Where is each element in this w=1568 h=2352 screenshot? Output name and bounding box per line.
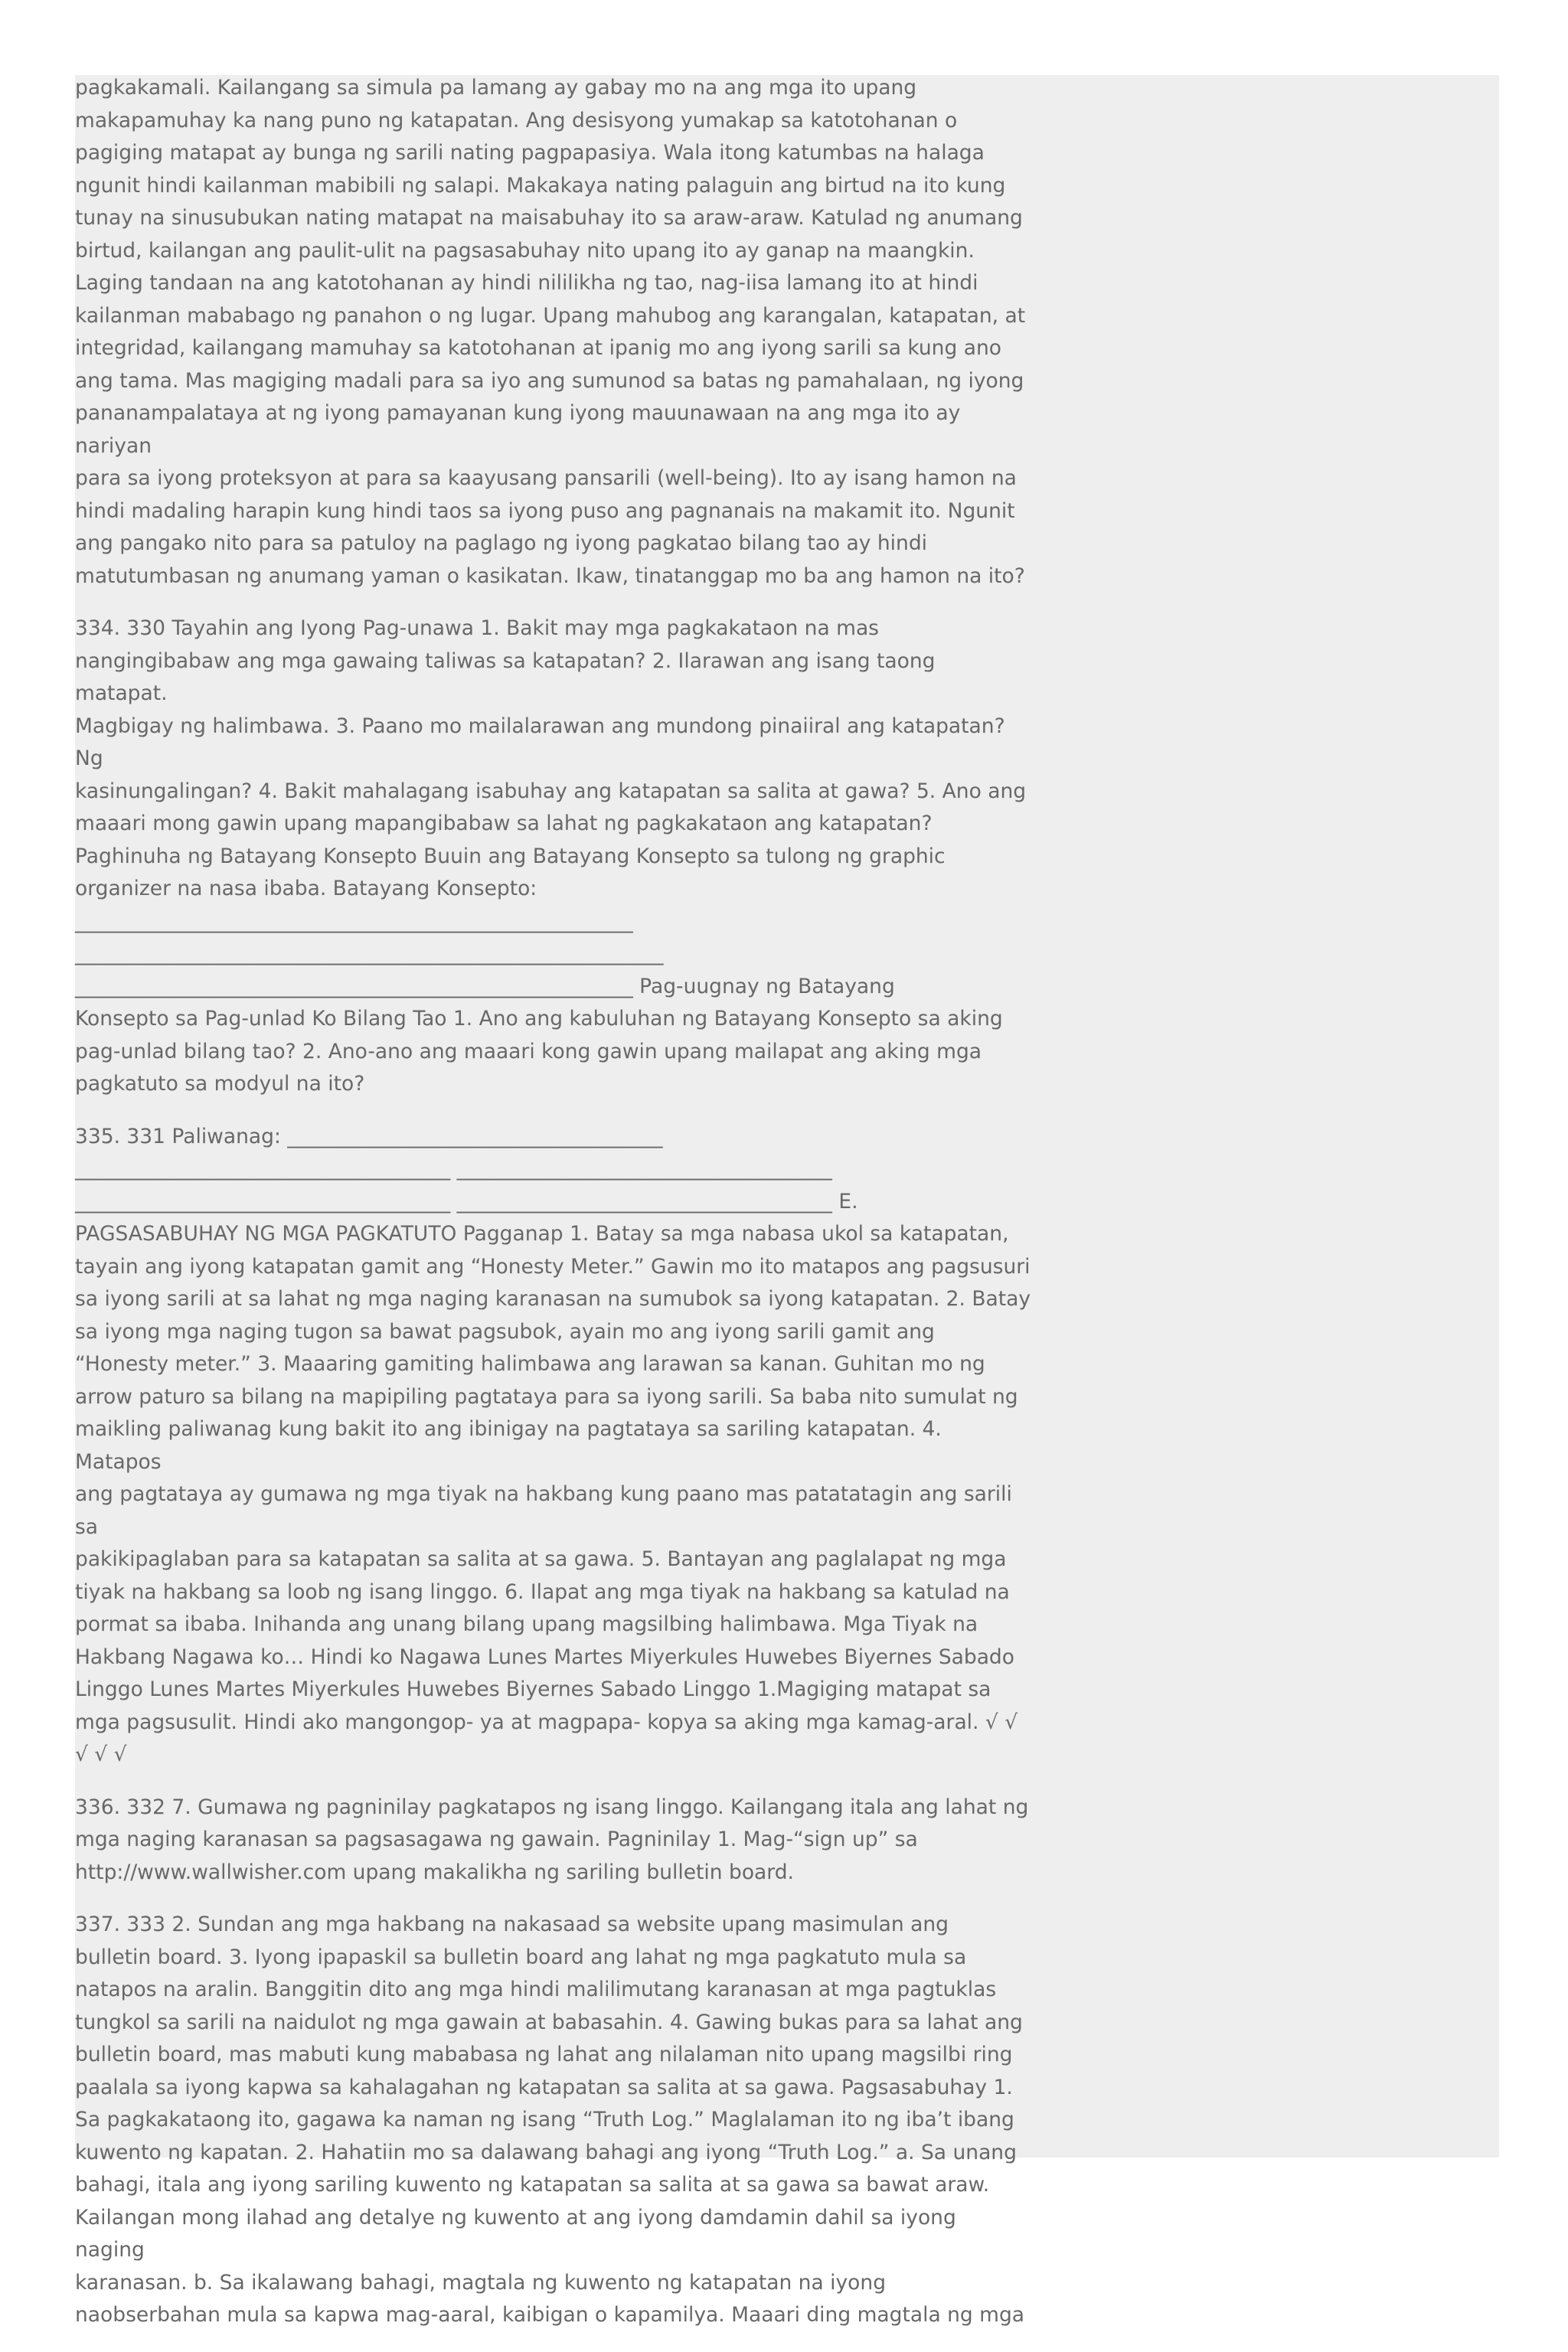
paragraph-page-335-application: 335. 331 Paliwanag: _____________________________________ _____________________________________ _____________________________________ _____________________________________ _____________________________________ E. PAGSASABUHAY NG MGA PAGKATUTO Pagganap 1. Batay sa mga nabasa ukol sa katapatan, tayain ang iyong katapatan gamit ang “Honesty Meter.” Gawin mo ito matapos ang pagsusuri sa iyong sarili at sa lahat ng mga naging karanasan na sumubok sa iyong katapatan. 2. Batay sa iyong mga naging tugon sa bawat pagsubok, ayain mo ang iyong sarili gamit ang “Honesty meter.” 3. Maaaring gamiting halimbawa ang larawan sa kanan. Guhitan mo ng arrow paturo sa bilang na mapipiling pagtataya para sa iyong sarili. Sa baba nito sumulat ng maikling paliwanag kung bakit ito ang ibinigay na pagtataya sa sariling katapatan. 4. Matapos ang pagtataya ay gumawa ng mga tiyak na hakbang kung paano mas patatatagin ang sarili sa pakikipaglaban para sa katapatan sa salita at sa gawa. 5. Bantayan ang paglalapat ng mga tiyak na hakbang sa loob ng isang linggo. 6. Ilapat ang mga tiyak na hakbang sa katulad na pormat sa ibaba. Inihanda ang unang bilang upang magsilbing halimbawa. Mga Tiyak na Hakbang Nagawa ko… Hindi ko Nagawa Lunes Martes Miyerkules Huwebes Biyernes Sabado Linggo Lunes Martes Miyerkules Huwebes Biyernes Sabado Linggo 1.Magiging matapat sa mga pagsusulit. Hindi ako mangongop- ya at magpapa- kopya sa aking mga kamag-aral. √ √ √ √ √ [75, 1124, 1031, 1766]
paragraph-page-336-reflection: 336. 332 7. Gumawa ng pagninilay pagkatapos ng isang linggo. Kailangang itala ang lahat ng mga naging karanasan sa pagsasagawa ng gawain. Pagninilay 1. Mag-“sign up” sa http://www.wallwisher.com upang makalikha ng sariling bulletin board. [75, 1795, 1029, 1884]
document-body [75, 72, 1032, 2352]
paragraph-page-334-assessment: 334. 330 Tayahin ang Iyong Pag-unawa 1. Bakit may mga pagkakataon na mas nangingibabaw ang mga gawaing taliwas sa katapatan? 2. Ilarawan ang isang taong matapat. Magbigay ng halimbawa. 3. Paano mo mailalarawan ang mundong pinaiiral ang katapatan? Ng kasinungalingan? 4. Bakit mahalagang isabuhay ang katapatan sa salita at gawa? 5. Ano ang maaari mong gawin upang mapangibabaw sa lahat ng pagkakataon ang katapatan? Paghinuha ng Batayang Konsepto Buuin ang Batayang Konsepto sa tulong ng graphic organizer na nasa ibaba. Batayang Konsepto: _______________________________________________________ __________________________________________________________ _______________________________________________________ Pag-uugnay ng Batayang Konsepto sa Pag-unlad Ko Bilang Tao 1. Ano ang kabuluhan ng Batayang Konsepto sa aking pag-unlad bilang tao? 2. Ano-ano ang maaari kong gawin upang mailapat ang aking mga pagkatuto sa modyul na ito? [75, 616, 1027, 1096]
paragraph-honesty-reflection: pagkakamali. Kailangang sa simula pa lamang ay gabay mo na ang mga ito upang makapamuhay ka nang puno ng katapatan. Ang desisyong yumakap sa katotohanan o pagiging matapat ay bunga ng sarili nating pagpapasiya. Wala itong katumbas na halaga ngunit hindi kailanman mabibili ng salapi. Makakaya nating palaguin ang birtud na ito kung tunay na sinusubukan nating matapat na maisabuhay ito sa araw-araw. Katulad ng anumang birtud, kailangan ang paulit-ulit na pagsasabuhay nito upang ito ay ganap na maangkin. Laging tandaan na ang katotohanan ay hindi nililikha ng tao, nag-iisa lamang ito at hindi kailanman mababago ng panahon o ng lugar. Upang mahubog ang karangalan, katapatan, at integridad, kailangang mamuhay sa katotohanan at ipanig mo ang iyong sarili sa kung ano ang tama. Mas magiging madali para sa iyo ang sumunod sa batas ng pamahalaan, ng iyong pananampalataya at ng iyong pamayanan kung iyong mauunawaan na ang mga ito ay nariyan para sa iyong proteksyon at para sa kaayusang pansarili (well-being). Ito ay isang hamon na hindi madaling harapin kung hindi taos sa iyong puso ang pagnanais na makamit ito. Ngunit ang pangako nito para sa patuloy na paglago ng iyong pagkatao bilang tao ay hindi matutumbasan ng anumang yaman o kasikatan. Ikaw, tinatanggap mo ba ang hamon na ito? [75, 76, 1026, 588]
paragraph-page-337-truth-log: 337. 333 2. Sundan ang mga hakbang na nakasaad sa website upang masimulan ang bulletin board. 3. Iyong ipapaskil sa bulletin board ang lahat ng mga pagkatuto mula sa natapos na aralin. Banggitin dito ang mga hindi malilimutang karanasan at mga pagtuklas tungkol sa sarili na naidulot ng mga gawain at babasahin. 4. Gawing bukas para sa lahat ang bulletin board, mas mabuti kung mababasa ng lahat ang nilalaman nito upang magsilbi ring paalala sa iyong kapwa sa kahalagahan ng katapatan sa salita at sa gawa. Pagsasabuhay 1. Sa pagkakataong ito, gagawa ka naman ng isang “Truth Log.” Maglalaman ito ng iba’t ibang kuwento ng kapatan. 2. Hahatiin mo sa dalawang bahagi ang iyong “Truth Log.” a. Sa unang bahagi, itala ang iyong sariling kuwento ng katapatan sa salita at sa gawa sa bawat araw. Kailangan mong ilahad ang detalye ng kuwento at ang iyong damdamin dahil sa iyong naging karanasan. b. Sa ikalawang bahagi, magtala ng kuwento ng katapatan na iyong naobserbahan mula sa kapwa mag-aaral, kaibigan o kapamilya. Maaari ding magtala ng mga [75, 1913, 1025, 2327]
